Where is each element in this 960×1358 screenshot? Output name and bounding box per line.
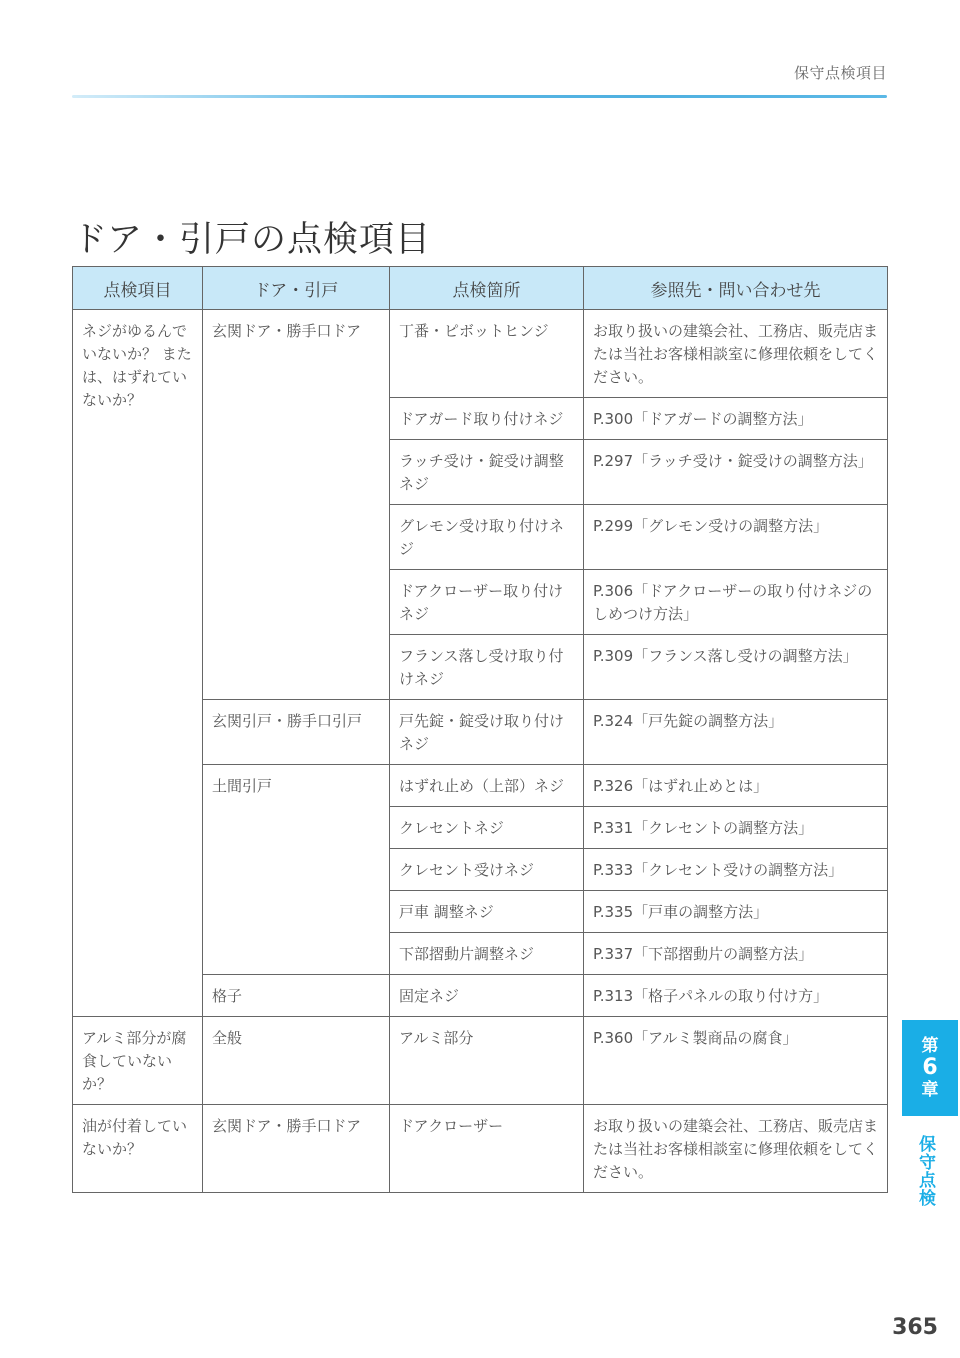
cell-reference: P.313「格子パネルの取り付け方」 [584,975,888,1017]
column-header-reference: 参照先・問い合わせ先 [584,267,888,310]
cell-reference: P.297「ラッチ受け・錠受けの調整方法」 [584,440,888,505]
cell-reference: お取り扱いの建築会社、工務店、販売店または当社お客様相談室に修理依頼をしてください。 [584,310,888,398]
cell-location: はずれ止め（上部）ネジ [390,765,584,807]
inspection-table [72,266,888,1193]
cell-door: 玄関引戸・勝手口引戸 [203,700,390,765]
cell-location: フランス落し受け取り付けネジ [390,635,584,700]
cell-reference: お取り扱いの建築会社、工務店、販売店または当社お客様相談室に修理依頼をしてください。 [584,1105,888,1193]
chapter-prefix: 第 [921,1036,939,1056]
column-header-location: 点検箇所 [390,267,584,310]
running-header-title: 保守点検項目 [793,64,887,82]
cell-location: ラッチ受け・錠受け調整ネジ [390,440,584,505]
table-header-row [73,267,888,310]
cell-reference: P.306「ドアクローザーの取り付けネジのしめつけ方法」 [584,570,888,635]
chapter-tab[interactable] [902,1020,958,1116]
cell-reference: P.333「クレセント受けの調整方法」 [584,849,888,891]
table-row [73,1017,888,1105]
chapter-number: 6 [922,1055,938,1080]
cell-door: 格子 [203,975,390,1017]
cell-item: 油が付着していないか？ [73,1105,203,1193]
cell-location: 丁番・ピボットヒンジ [390,310,584,398]
table-row [73,310,888,398]
cell-reference: P.324「戸先錠の調整方法」 [584,700,888,765]
cell-reference: P.309「フランス落し受けの調整方法」 [584,635,888,700]
cell-reference: P.335「戸車の調整方法」 [584,891,888,933]
cell-location: 戸車 調整ネジ [390,891,584,933]
cell-door: 土間引戸 [203,765,390,975]
cell-location: ドアクローザー [390,1105,584,1193]
column-header-door: ドア・引戸 [203,267,390,310]
cell-reference: P.326「はずれ止めとは」 [584,765,888,807]
table-row [73,1105,888,1193]
cell-location: 固定ネジ [390,975,584,1017]
cell-location: クレセントネジ [390,807,584,849]
cell-location: ドアクローザー取り付けネジ [390,570,584,635]
chapter-name: 保守点検 [915,1135,935,1207]
cell-location: クレセント受けネジ [390,849,584,891]
cell-location: 戸先錠・錠受け取り付けネジ [390,700,584,765]
column-header-item: 点検項目 [73,267,203,310]
cell-door: 玄関ドア・勝手口ドア [203,1105,390,1193]
cell-reference: P.360「アルミ製商品の腐食」 [584,1017,888,1105]
cell-location: ドアガード取り付けネジ [390,398,584,440]
cell-reference: P.331「クレセントの調整方法」 [584,807,888,849]
cell-reference: P.300「ドアガードの調整方法」 [584,398,888,440]
cell-item: ネジがゆるんでいないか？ または、はずれていないか？ [73,310,203,1017]
cell-location: アルミ部分 [390,1017,584,1105]
cell-reference: P.337「下部摺動片の調整方法」 [584,933,888,975]
cell-location: 下部摺動片調整ネジ [390,933,584,975]
chapter-suffix: 章 [921,1080,939,1100]
cell-item: アルミ部分が腐食していないか？ [73,1017,203,1105]
page-number: 365 [892,1315,938,1340]
page-title: ドア・引戸の点検項目 [72,220,431,260]
cell-door: 全般 [203,1017,390,1105]
cell-reference: P.299「グレモン受けの調整方法」 [584,505,888,570]
cell-door: 玄関ドア・勝手口ドア [203,310,390,700]
header-divider [72,95,887,98]
cell-location: グレモン受け取り付けネジ [390,505,584,570]
